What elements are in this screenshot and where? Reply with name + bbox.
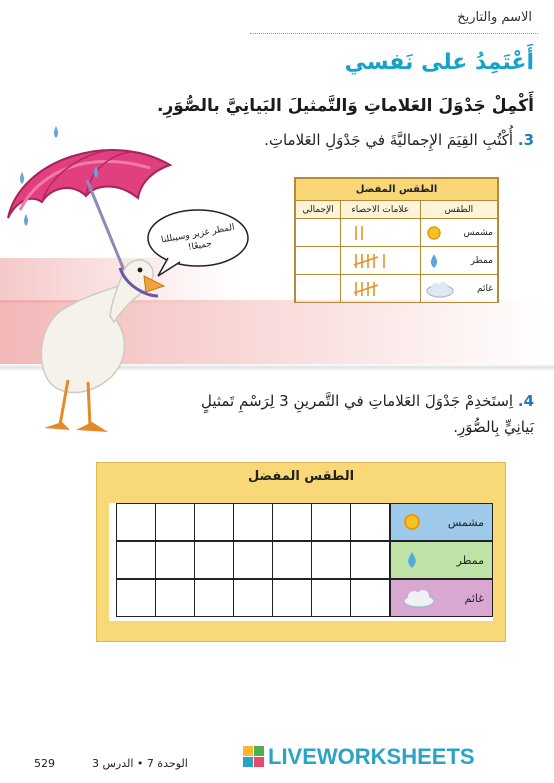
tally-row-rainy [296, 247, 498, 275]
instruction-text: أَكْمِلْ جَدْوَلَ العَلاماتِ وَالتَّمثيلَ البَيانِيَّ بالصُّوَرِ. [157, 96, 534, 116]
graph-cell[interactable] [272, 579, 312, 617]
tally-table [294, 177, 499, 303]
graph-row-label: غائم [390, 579, 493, 617]
liveworksheets-logo-icon [243, 746, 265, 768]
exercise-3-text: أُكْتُبِ القِيَمَ الإِجماليَّةَ في جَدْوَلِ العَلاماتِ. [264, 131, 514, 149]
graph-cell[interactable] [350, 503, 390, 541]
graph-cell[interactable] [233, 541, 273, 579]
tally-row-sunny [296, 219, 498, 247]
graph-cell[interactable] [272, 503, 312, 541]
tally-total-input[interactable] [296, 219, 341, 247]
liveworksheets-brand: LIVEWORKSHEETS [268, 744, 475, 769]
cloud-icon [401, 587, 437, 609]
section-title: أَعْتَمِدُ على نَفسي [344, 50, 534, 75]
tally-weather-label: غائم [477, 283, 493, 294]
tally-row-cloudy [296, 275, 498, 303]
graph-cell[interactable] [194, 579, 234, 617]
graph-cell[interactable] [194, 503, 234, 541]
graph-cell[interactable] [194, 541, 234, 579]
graph-cell[interactable] [272, 541, 312, 579]
graph-cell[interactable] [155, 541, 195, 579]
graph-cell[interactable] [311, 503, 351, 541]
graph-row-sunny [109, 503, 493, 542]
tally-marks [350, 251, 410, 271]
graph-cell[interactable] [116, 541, 156, 579]
tally-table-title: الطقس المفضل [296, 179, 498, 201]
picture-graph [96, 462, 506, 642]
name-date-line[interactable] [250, 33, 538, 34]
graph-cell[interactable] [350, 541, 390, 579]
sun-icon [425, 224, 443, 242]
raindrop-icon [425, 252, 443, 270]
graph-cell[interactable] [155, 579, 195, 617]
tally-header-total: الإجمالي [296, 201, 341, 219]
duck-icon [41, 260, 164, 432]
tally-header-weather: الطقس [420, 201, 497, 219]
tally-weather-label: ممطر [470, 255, 493, 266]
raindrop-icon [401, 549, 423, 571]
graph-cell[interactable] [155, 503, 195, 541]
tally-weather-label: مشمس [463, 227, 493, 238]
graph-row-rainy [109, 541, 493, 580]
graph-cell[interactable] [116, 579, 156, 617]
page-number: 529 [34, 757, 55, 770]
picture-graph-title: الطقس المفضل [247, 469, 355, 484]
tally-marks [350, 279, 410, 299]
exercise-4 [194, 388, 534, 440]
tally-marks [350, 223, 410, 243]
graph-cell[interactable] [233, 503, 273, 541]
graph-cell[interactable] [116, 503, 156, 541]
tally-total-input[interactable] [296, 275, 341, 303]
tally-total-input[interactable] [296, 247, 341, 275]
exercise-3-number: 3. [517, 131, 534, 149]
name-date-label: الاسم والتاريخ [457, 10, 532, 25]
speech-bubble-text: المطر غزير وسيبللنا جميعًا! [160, 222, 236, 253]
graph-row-cloudy [109, 579, 493, 618]
picture-graph-grid [109, 503, 493, 621]
exercise-4-number: 4. [517, 392, 534, 410]
liveworksheets-logo[interactable] [243, 744, 475, 770]
tally-header-marks: علامات الاحصاء [341, 201, 421, 219]
graph-row-label: ممطر [390, 541, 493, 579]
graph-cell[interactable] [233, 579, 273, 617]
graph-cell[interactable] [311, 541, 351, 579]
graph-row-label: مشمس [390, 503, 493, 541]
graph-cell[interactable] [311, 579, 351, 617]
cloud-icon [425, 280, 455, 298]
graph-cell[interactable] [350, 579, 390, 617]
lesson-label: الوحدة 7 • الدرس 3 [92, 757, 188, 770]
sun-icon [401, 511, 423, 533]
exercise-4-text: اِستَخدِمْ جَدْوَلَ العَلاماتِ في التَّمرينِ 3 لِرَسْمِ تَمثيلٍ بَيانِيٍّ بِالصُّوَرِ. [200, 392, 534, 436]
exercise-3 [264, 131, 534, 149]
